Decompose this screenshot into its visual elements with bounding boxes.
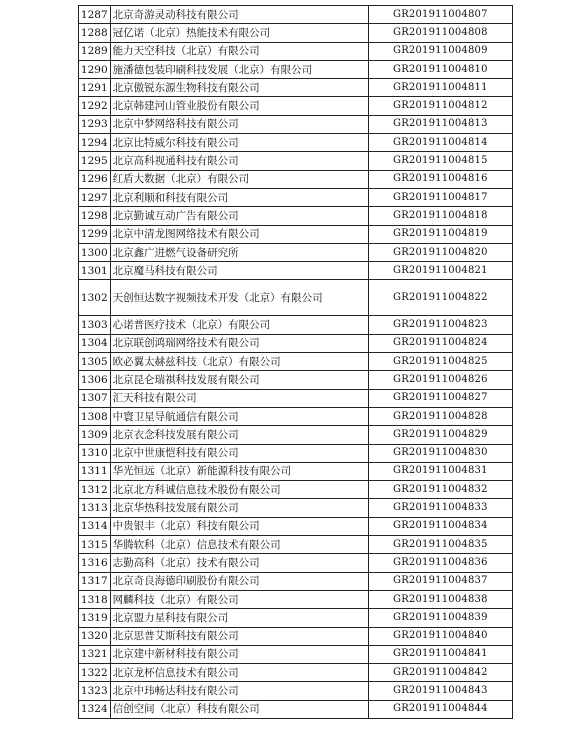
certificate-number-cell: GR201911004825 bbox=[368, 353, 512, 371]
company-name-cell: 北京韩建河山管业股份有限公司 bbox=[110, 97, 368, 115]
row-index-cell: 1294 bbox=[79, 134, 111, 152]
company-name-cell: 北京联创鸿瑞网络技术有限公司 bbox=[110, 334, 368, 352]
certificate-number-cell: GR201911004828 bbox=[368, 407, 512, 425]
row-index-cell: 1309 bbox=[79, 426, 111, 444]
row-index-cell: 1317 bbox=[79, 572, 111, 590]
table-row bbox=[79, 554, 513, 572]
certificate-number-cell: GR201911004831 bbox=[368, 462, 512, 480]
company-name-cell: 北京中梦网络科技有限公司 bbox=[110, 115, 368, 133]
certificate-number-cell: GR201911004819 bbox=[368, 225, 512, 243]
table-row bbox=[79, 79, 513, 97]
row-index-cell: 1310 bbox=[79, 444, 111, 462]
row-index-cell: 1288 bbox=[79, 24, 111, 42]
company-name-cell: 北京中玮畅达科技有限公司 bbox=[110, 682, 368, 700]
table-row bbox=[79, 517, 513, 535]
table-row bbox=[79, 152, 513, 170]
company-name-cell: 北京勤诚互动广告有限公司 bbox=[110, 207, 368, 225]
row-index-cell: 1290 bbox=[79, 60, 111, 78]
certificate-number-cell: GR201911004821 bbox=[368, 262, 512, 280]
certificate-number-cell: GR201911004835 bbox=[368, 536, 512, 554]
company-name-cell: 志勤高科（北京）技术有限公司 bbox=[110, 554, 368, 572]
company-name-cell: 北京比特威尔科技有限公司 bbox=[110, 134, 368, 152]
table-row bbox=[79, 134, 513, 152]
company-name-cell: 心诺普医疗技术（北京）有限公司 bbox=[110, 316, 368, 334]
table-row bbox=[79, 609, 513, 627]
table-row bbox=[79, 426, 513, 444]
row-index-cell: 1323 bbox=[79, 682, 111, 700]
certificate-number-cell: GR201911004823 bbox=[368, 316, 512, 334]
row-index-cell: 1318 bbox=[79, 590, 111, 608]
certificate-number-cell: GR201911004842 bbox=[368, 664, 512, 682]
certificate-number-cell: GR201911004826 bbox=[368, 371, 512, 389]
certificate-number-cell: GR201911004833 bbox=[368, 499, 512, 517]
row-index-cell: 1307 bbox=[79, 389, 111, 407]
row-index-cell: 1314 bbox=[79, 517, 111, 535]
company-name-cell: 北京中清龙图网络技术有限公司 bbox=[110, 225, 368, 243]
row-index-cell: 1319 bbox=[79, 609, 111, 627]
certificate-number-cell: GR201911004832 bbox=[368, 481, 512, 499]
company-name-cell: 北京傲锐东源生物科技有限公司 bbox=[110, 79, 368, 97]
company-name-cell: 北京龙杯信息技术有限公司 bbox=[110, 664, 368, 682]
row-index-cell: 1306 bbox=[79, 371, 111, 389]
table-row bbox=[79, 536, 513, 554]
table-row bbox=[79, 207, 513, 225]
company-name-cell: 北京建中新材科技有限公司 bbox=[110, 645, 368, 663]
certificate-number-cell: GR201911004830 bbox=[368, 444, 512, 462]
table-row bbox=[79, 590, 513, 608]
row-index-cell: 1308 bbox=[79, 407, 111, 425]
certificate-number-cell: GR201911004813 bbox=[368, 115, 512, 133]
table-row bbox=[79, 645, 513, 663]
table-row bbox=[79, 407, 513, 425]
company-name-cell: 北京中世康恺科技有限公司 bbox=[110, 444, 368, 462]
table-row bbox=[79, 481, 513, 499]
certificate-number-cell: GR201911004815 bbox=[368, 152, 512, 170]
table-row bbox=[79, 444, 513, 462]
row-index-cell: 1324 bbox=[79, 700, 111, 718]
company-name-cell: 汇天科技有限公司 bbox=[110, 389, 368, 407]
table-row bbox=[79, 97, 513, 115]
row-index-cell: 1315 bbox=[79, 536, 111, 554]
company-certificate-table bbox=[78, 5, 513, 719]
table-row bbox=[79, 280, 513, 316]
company-name-cell: 能力天空科技（北京）有限公司 bbox=[110, 42, 368, 60]
table-body bbox=[79, 6, 513, 719]
company-name-cell: 华腾软科（北京）信息技术有限公司 bbox=[110, 536, 368, 554]
certificate-number-cell: GR201911004836 bbox=[368, 554, 512, 572]
company-name-cell: 施潘德包装印刷科技发展（北京）有限公司 bbox=[110, 60, 368, 78]
row-index-cell: 1293 bbox=[79, 115, 111, 133]
table-row bbox=[79, 170, 513, 188]
table-row bbox=[79, 6, 513, 24]
company-name-cell: 北京奇游灵动科技有限公司 bbox=[110, 6, 368, 24]
certificate-number-cell: GR201911004839 bbox=[368, 609, 512, 627]
certificate-number-cell: GR201911004827 bbox=[368, 389, 512, 407]
table-row bbox=[79, 499, 513, 517]
table-row bbox=[79, 334, 513, 352]
table-row bbox=[79, 462, 513, 480]
company-name-cell: 冠亿诺（北京）热能技术有限公司 bbox=[110, 24, 368, 42]
certificate-number-cell: GR201911004812 bbox=[368, 97, 512, 115]
company-name-cell: 北京利顺和科技有限公司 bbox=[110, 188, 368, 206]
certificate-number-cell: GR201911004843 bbox=[368, 682, 512, 700]
row-index-cell: 1303 bbox=[79, 316, 111, 334]
company-name-cell: 欧必翼太赫兹科技（北京）有限公司 bbox=[110, 353, 368, 371]
table-row bbox=[79, 262, 513, 280]
table-row bbox=[79, 682, 513, 700]
company-name-cell: 北京思普艾斯科技有限公司 bbox=[110, 627, 368, 645]
row-index-cell: 1301 bbox=[79, 262, 111, 280]
certificate-number-cell: GR201911004809 bbox=[368, 42, 512, 60]
certificate-number-cell: GR201911004841 bbox=[368, 645, 512, 663]
row-index-cell: 1289 bbox=[79, 42, 111, 60]
company-name-cell: 北京华热科技发展有限公司 bbox=[110, 499, 368, 517]
table-row bbox=[79, 664, 513, 682]
certificate-number-cell: GR201911004818 bbox=[368, 207, 512, 225]
row-index-cell: 1321 bbox=[79, 645, 111, 663]
company-name-cell: 北京北方科诚信息技术股份有限公司 bbox=[110, 481, 368, 499]
table-row bbox=[79, 24, 513, 42]
company-name-cell: 红盾大数据（北京）有限公司 bbox=[110, 170, 368, 188]
row-index-cell: 1322 bbox=[79, 664, 111, 682]
company-name-cell: 中寰卫星导航通信有限公司 bbox=[110, 407, 368, 425]
table-row bbox=[79, 353, 513, 371]
certificate-number-cell: GR201911004829 bbox=[368, 426, 512, 444]
certificate-number-cell: GR201911004807 bbox=[368, 6, 512, 24]
table-row bbox=[79, 572, 513, 590]
company-name-cell: 天创恒达数字视频技术开发（北京）有限公司 bbox=[110, 280, 368, 316]
company-name-cell: 信创空间（北京）科技有限公司 bbox=[110, 700, 368, 718]
row-index-cell: 1298 bbox=[79, 207, 111, 225]
row-index-cell: 1292 bbox=[79, 97, 111, 115]
row-index-cell: 1305 bbox=[79, 353, 111, 371]
certificate-number-cell: GR201911004822 bbox=[368, 280, 512, 316]
certificate-number-cell: GR201911004838 bbox=[368, 590, 512, 608]
certificate-number-cell: GR201911004808 bbox=[368, 24, 512, 42]
row-index-cell: 1291 bbox=[79, 79, 111, 97]
certificate-number-cell: GR201911004810 bbox=[368, 60, 512, 78]
certificate-number-cell: GR201911004824 bbox=[368, 334, 512, 352]
certificate-number-cell: GR201911004817 bbox=[368, 188, 512, 206]
row-index-cell: 1287 bbox=[79, 6, 111, 24]
company-name-cell: 华光恒远（北京）新能源科技有限公司 bbox=[110, 462, 368, 480]
certificate-number-cell: GR201911004840 bbox=[368, 627, 512, 645]
company-name-cell: 北京魔马科技有限公司 bbox=[110, 262, 368, 280]
company-name-cell: 北京盟力星科技有限公司 bbox=[110, 609, 368, 627]
row-index-cell: 1320 bbox=[79, 627, 111, 645]
table-row bbox=[79, 42, 513, 60]
row-index-cell: 1311 bbox=[79, 462, 111, 480]
certificate-number-cell: GR201911004811 bbox=[368, 79, 512, 97]
company-name-cell: 北京鑫广进燃气设备研究所 bbox=[110, 243, 368, 261]
company-name-cell: 北京奇良海德印刷股份有限公司 bbox=[110, 572, 368, 590]
table-row bbox=[79, 316, 513, 334]
table-row bbox=[79, 225, 513, 243]
row-index-cell: 1312 bbox=[79, 481, 111, 499]
table-row bbox=[79, 188, 513, 206]
row-index-cell: 1295 bbox=[79, 152, 111, 170]
row-index-cell: 1304 bbox=[79, 334, 111, 352]
certificate-number-cell: GR201911004816 bbox=[368, 170, 512, 188]
row-index-cell: 1316 bbox=[79, 554, 111, 572]
row-index-cell: 1299 bbox=[79, 225, 111, 243]
company-name-cell: 北京衣念科技发展有限公司 bbox=[110, 426, 368, 444]
row-index-cell: 1296 bbox=[79, 170, 111, 188]
table-row bbox=[79, 389, 513, 407]
table-row bbox=[79, 60, 513, 78]
certificate-number-cell: GR201911004814 bbox=[368, 134, 512, 152]
company-name-cell: 中贵银丰（北京）科技有限公司 bbox=[110, 517, 368, 535]
certificate-number-cell: GR201911004844 bbox=[368, 700, 512, 718]
table-row bbox=[79, 115, 513, 133]
row-index-cell: 1300 bbox=[79, 243, 111, 261]
table-row bbox=[79, 371, 513, 389]
company-name-cell: 网麟科技（北京）有限公司 bbox=[110, 590, 368, 608]
company-name-cell: 北京高科视通科技有限公司 bbox=[110, 152, 368, 170]
certificate-number-cell: GR201911004820 bbox=[368, 243, 512, 261]
certificate-number-cell: GR201911004834 bbox=[368, 517, 512, 535]
company-name-cell: 北京昆仑瑞祺科技发展有限公司 bbox=[110, 371, 368, 389]
row-index-cell: 1297 bbox=[79, 188, 111, 206]
table-row bbox=[79, 627, 513, 645]
table-row bbox=[79, 243, 513, 261]
certificate-number-cell: GR201911004837 bbox=[368, 572, 512, 590]
row-index-cell: 1302 bbox=[79, 280, 111, 316]
row-index-cell: 1313 bbox=[79, 499, 111, 517]
table-row bbox=[79, 700, 513, 718]
